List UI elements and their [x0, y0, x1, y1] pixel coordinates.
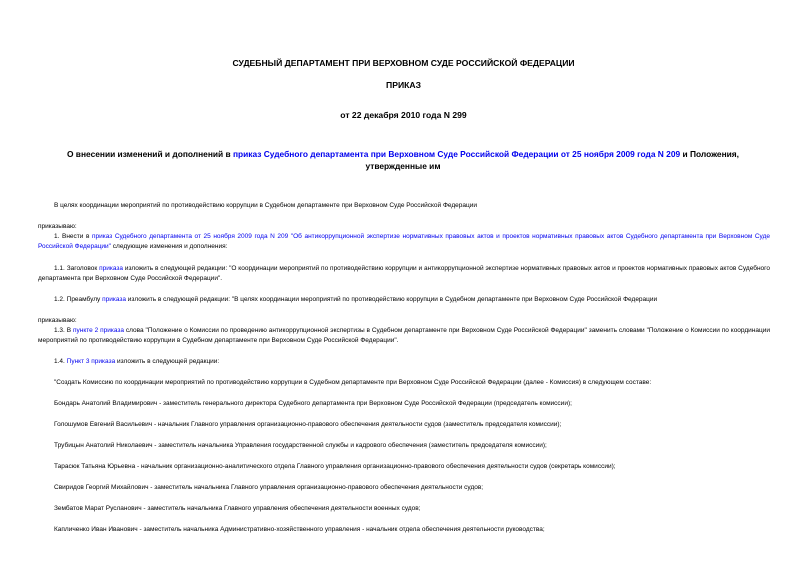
- member-kaplichenko: Капличенко Иван Иванович - заместитель начальника Административно-хозяйственного управления - начальник отдела обеспечения деятельности руководства;: [54, 526, 545, 533]
- clause-1-4-text-end: изложить в следующей редакции:: [115, 358, 220, 365]
- clause-1-3-text-end: слова "Положение о Комиссии по проведению антикоррупционной экспертизы в Судебном департаменте при Верховном Суде Российской Федерации" заменить словами "Положение о Комиссии по координации мероприятий по противодействию коррупции в Судебном департаменте при Верховном Суде Российской Федерации".: [38, 327, 770, 344]
- member-sviridov: Свиридов Георгий Михайлович - заместитель начальника Главного управления организационно-правового обеспечения деятельности судов;: [54, 484, 484, 491]
- clause-1-4-order-link[interactable]: Пункт 3 приказа: [66, 358, 116, 365]
- clause-1-3-order-link[interactable]: пункте 2 приказа: [72, 327, 125, 334]
- department-heading: СУДЕБНЫЙ ДЕПАРТАМЕНТ ПРИ ВЕРХОВНОМ СУДЕ РОССИЙСКОЙ ФЕДЕРАЦИИ: [232, 58, 575, 68]
- member-bondar: Бондарь Анатолий Владимирович - заместитель генерального директора Судебного департамента при Верховном Суде Российской Федерации (председатель комиссии);: [54, 400, 572, 407]
- title-text-start: О внесении изменений и дополнений в: [66, 149, 233, 159]
- member-trubitsyn: Трубицын Анатолий Николаевич - заместитель начальника Управления государственной службы и кадрового обеспечения (заместитель председателя комиссии);: [54, 442, 547, 449]
- clause-1-3-text-start: 1.3. В: [54, 327, 73, 334]
- clause-1-2-text-start: 1.2. Преамбулу: [54, 296, 103, 303]
- clause-1-1-paragraph: [38, 264, 770, 284]
- clause-1-2-paragraph: [38, 295, 770, 305]
- clause-1-paragraph: [38, 232, 770, 252]
- clause-1-order-link[interactable]: приказ Судебного департамента от 25 ноября 2009 года N 209 "Об антикоррупционной экспертизе нормативных правовых актов и проектов нормативных правовых актов Судебного департамента при Верховном Суде Российской Федерации": [38, 233, 770, 250]
- clause-1-text-end: следующие изменения и дополнения:: [111, 243, 228, 250]
- member-goloshumov: Голошумов Евгений Васильевич - начальник Главного управления организационно-правового обеспечения деятельности судов (заместитель председателя комиссии);: [54, 421, 562, 428]
- clause-1-4-paragraph: [38, 357, 770, 367]
- clause-1-1-order-link[interactable]: приказа: [99, 265, 123, 272]
- clause-1-text-start: 1. Внести в: [54, 233, 92, 240]
- date-number-heading: от 22 декабря 2010 года N 299: [340, 110, 467, 120]
- document-title: [38, 148, 768, 172]
- clause-1-3-paragraph: [38, 326, 770, 346]
- title-text-end: и Положения, утвержденные им: [365, 149, 740, 171]
- member-zembatov: Зембатов Марат Русланович - заместитель начальника Главного управления обеспечения деятельности военных судов;: [54, 505, 421, 512]
- clause-1-4-text-start: 1.4.: [54, 358, 67, 365]
- preamble-paragraph: В целях координации мероприятий по противодействию коррупции в Судебном департаменте при Верховном Суде Российской Федерации: [54, 202, 477, 209]
- clause-1-2-text-end: изложить в следующей редакции: "В целях координации мероприятий по противодействию коррупции в Судебном департаменте при Верховном Суде Российской Федерации: [126, 296, 658, 303]
- order-word-paragraph-2: приказываю:: [38, 317, 77, 324]
- clause-1-2-order-link[interactable]: приказа: [102, 296, 126, 303]
- commission-intro-paragraph: "Создать Комиссию по координации мероприятий по противодействию коррупции в Судебном департаменте при Верховном Суде Российской Федерации (далее - Комиссия) в следующем составе:: [54, 379, 652, 386]
- clause-1-1-text-end: изложить в следующей редакции: "О координации мероприятий по противодействию коррупции и антикоррупционной экспертизе нормативных правовых актов и проектов нормативных правовых актов Судебного департамента при Верховном Суде Российской Федерации".: [38, 265, 771, 282]
- clause-1-1-text-start: 1.1. Заголовок: [54, 265, 100, 272]
- title-order-link[interactable]: приказ Судебного департамента при Верховном Суде Российской Федерации от 25 ноября 2009 года N 209: [232, 149, 681, 159]
- document-type-heading: ПРИКАЗ: [386, 80, 421, 90]
- member-tarasyuk: Тарасюк Татьяна Юрьевна - начальник организационно-аналитического отдела Главного управления организационно-правового обеспечения деятельности судов (секретарь комиссии);: [54, 463, 616, 470]
- order-word-paragraph: приказываю:: [38, 223, 77, 230]
